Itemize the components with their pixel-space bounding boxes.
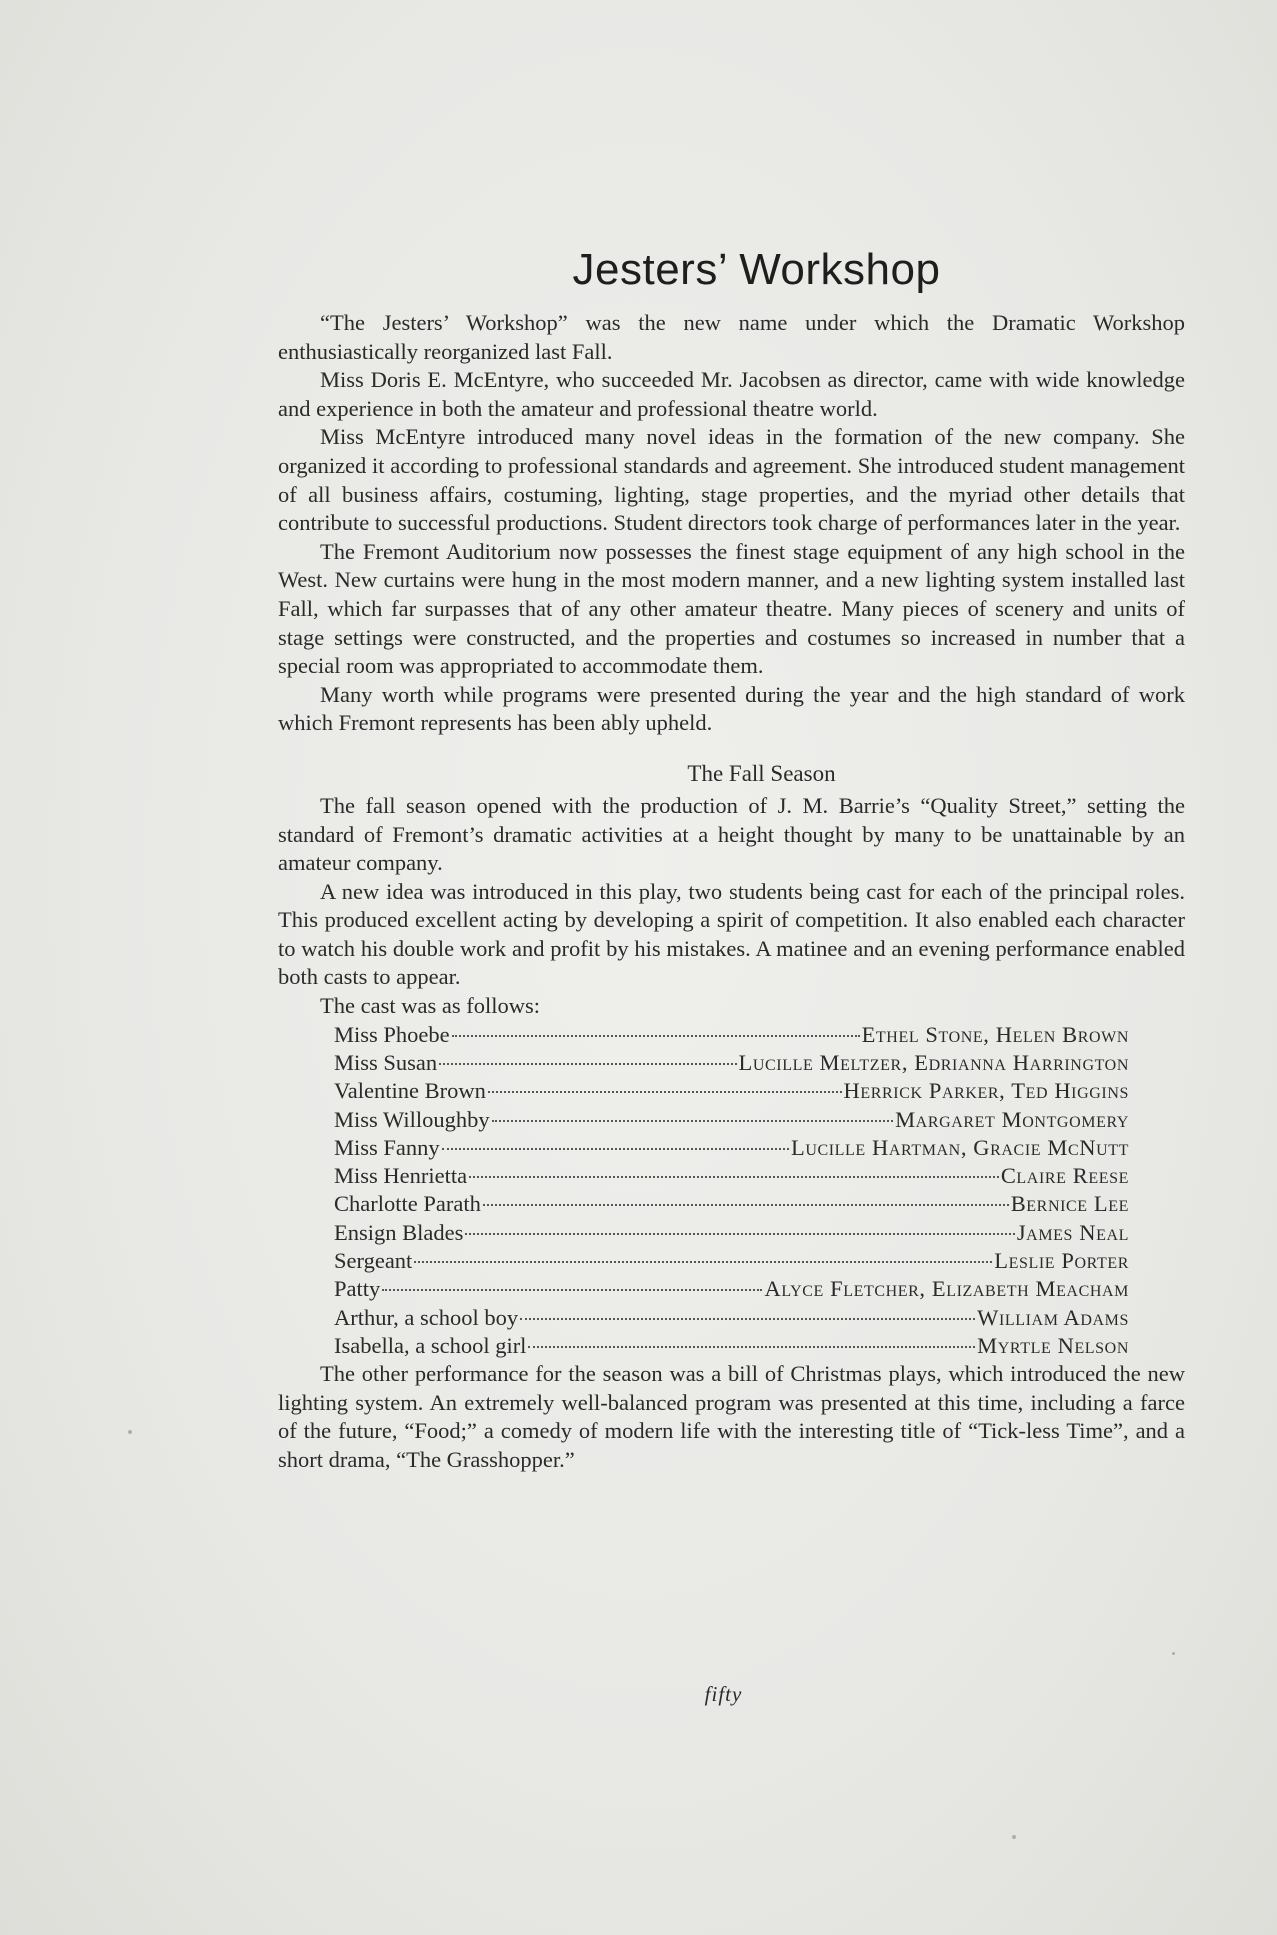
intro-paragraph: Many worth while programs were presented during the year and the high standard of work which Fremont represents has been ably upheld. [278, 681, 1185, 736]
dot-leader [442, 1148, 789, 1150]
dot-leader [483, 1204, 1009, 1206]
cast-intro: The cast was as follows: [320, 993, 540, 1019]
cast-role: Miss Henrietta [334, 1163, 468, 1189]
cast-actors: Claire Reese [1000, 1163, 1129, 1189]
cast-actors: Leslie Porter [994, 1248, 1129, 1274]
cast-actors: Lucille Hartman, Gracie McNutt [790, 1134, 1129, 1160]
intro-paragraph: Miss Doris E. McEntyre, who succeeded Mr. Jacobsen as director, came with wide knowledge and experience in both the amateur and professional theatre world. [278, 367, 1185, 421]
paper-speck [128, 1430, 132, 1434]
page-title: Jesters’ Workshop [572, 245, 941, 294]
cast-entry [334, 1134, 1129, 1162]
cast-role: Miss Susan [334, 1049, 438, 1075]
paper-speck [1012, 1835, 1016, 1839]
cast-actors: James Neal [1016, 1219, 1129, 1245]
cast-entry [334, 1049, 1129, 1077]
cast-role: Miss Phoebe [334, 1021, 450, 1047]
dot-leader [382, 1289, 762, 1291]
article [278, 245, 1185, 1475]
cast-actors: Herrick Parker, Ted Higgins [843, 1078, 1129, 1104]
cast-actors: William Adams [977, 1304, 1129, 1330]
cast-entry [334, 1077, 1129, 1105]
dot-leader [488, 1091, 842, 1093]
intro-paragraph: “The Jesters’ Workshop” was the new name under which the Dramatic Workshop enthusiastically reorganized last Fall. [278, 310, 1185, 364]
cast-actors: Bernice Lee [1010, 1191, 1129, 1217]
cast-role: Miss Fanny [334, 1134, 440, 1160]
cast-entry [334, 1106, 1129, 1134]
dot-leader [439, 1063, 736, 1065]
cast-entry [334, 1332, 1129, 1360]
fall-paragraph: A new idea was introduced in this play, two students being cast for each of the principal roles. This produced excellent acting by developing a spirit of competition. It also enabled each character to watch his double work and profit by his mistakes. A matinee and an evening performance enabled both casts to appear. [278, 878, 1185, 990]
paper-speck [1172, 1652, 1175, 1655]
intro-paragraph: The Fremont Auditorium now possesses the finest stage equipment of any high school in the West. New curtains were hung in the most modern manner, and a new lighting system installed last Fall, which far surpasses that of any other amateur theatre. Many pieces of scenery and units of stage settings were constructed, and the properties and costumes so increased in number that a special room was appropriated to accommodate them. [278, 538, 1185, 679]
cast-list [334, 1021, 1129, 1361]
cast-role: Charlotte Parath [334, 1191, 481, 1217]
cast-actors: Alyce Fletcher, Elizabeth Meacham [764, 1276, 1129, 1302]
cast-role: Patty [334, 1276, 381, 1302]
cast-role: Ensign Blades [334, 1219, 464, 1245]
dot-leader [528, 1346, 975, 1348]
cast-entry [334, 1190, 1129, 1218]
cast-role: Isabella, a school girl [334, 1332, 527, 1358]
cast-entry [334, 1275, 1129, 1303]
dot-leader [520, 1318, 975, 1320]
page-number: fifty [704, 1682, 743, 1706]
cast-actors: Ethel Stone, Helen Brown [861, 1021, 1129, 1047]
cast-entry [334, 1304, 1129, 1332]
cast-entry [334, 1219, 1129, 1247]
cast-role: Arthur, a school boy [334, 1304, 519, 1330]
dot-leader [465, 1233, 1014, 1235]
dot-leader [452, 1035, 860, 1037]
dot-leader [469, 1176, 999, 1178]
fall-paragraph: The fall season opened with the production of J. M. Barrie’s “Quality Street,” setting the standard of Fremont’s dramatic activities at a height thought by many to be unattainable by an amateur company. [278, 792, 1185, 876]
cast-entry [334, 1021, 1129, 1049]
cast-entry [334, 1247, 1129, 1275]
cast-role: Miss Willoughby [334, 1106, 490, 1132]
cast-actors: Margaret Montgomery [895, 1106, 1129, 1132]
intro-paragraph: Miss McEntyre introduced many novel ideas in the formation of the new company. She organized it according to professional standards and agreement. She introduced student management of all business affairs, costuming, lighting, stage properties, and the myriad other details that contribute to successful productions. Student directors took charge of performances later in the year. [278, 424, 1185, 536]
section-heading: The Fall Season [687, 760, 836, 786]
cast-actors: Lucille Meltzer, Edrianna Harrington [738, 1049, 1129, 1075]
cast-role: Sergeant [334, 1248, 413, 1274]
dot-leader [492, 1120, 893, 1122]
closing-paragraph: The other performance for the season was a bill of Christmas plays, which introduced the new lighting system. An extremely well-balanced program was presented at this time, including a farce of the future, “Food;” a comedy of modern life with the interesting title of “Tick-less Time”, and a short drama, “The Grasshopper.” [278, 1361, 1185, 1472]
cast-entry [334, 1162, 1129, 1190]
cast-actors: Myrtle Nelson [977, 1332, 1129, 1358]
dot-leader [414, 1261, 992, 1263]
cast-role: Valentine Brown [334, 1078, 486, 1104]
